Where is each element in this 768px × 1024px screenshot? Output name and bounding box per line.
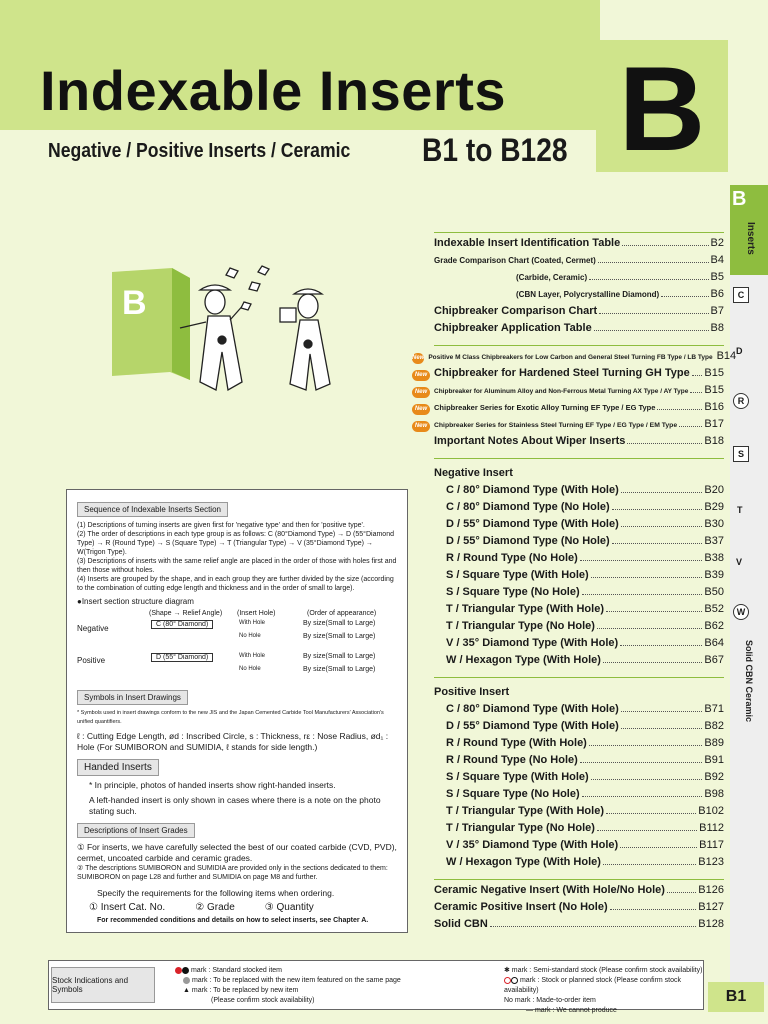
side-tab-rail bbox=[730, 185, 768, 985]
illustration-letter: B bbox=[122, 284, 147, 322]
toc-entry[interactable]: Important Notes About Wiper Inserts B18 bbox=[434, 435, 724, 447]
toc-divider bbox=[434, 458, 724, 459]
structure-diagram: (Shape → Relief Angle) (Insert Hole) (Order of appearance) Negative Positive C (80° Diamond) D (55° Diamond) With Hole No Hole With Hole No Hole By size(Small to Large) By size(Small to Large) By size(Small to Large) By size(Small to Large) bbox=[77, 610, 377, 673]
toc-entry[interactable]: C / 80° Diamond Type (No Hole) B29 bbox=[446, 501, 724, 513]
workers-illustration bbox=[112, 262, 352, 402]
positive-insert-list bbox=[434, 703, 724, 873]
hexagon-shape-icon: W bbox=[733, 604, 749, 620]
tab-label: Inserts bbox=[745, 222, 756, 255]
footnote: For recommended conditions and details on how to select inserts, see Chapter A. bbox=[97, 917, 369, 924]
legend-left: mark : Standard stocked item mark : To be replaced with the new item featured on the same page ▲ mark : To be replaced by new item (Please confirm stock availability) bbox=[175, 966, 401, 1006]
symbols-title: Symbols in Insert Drawings bbox=[77, 690, 188, 705]
new-badge: New bbox=[412, 370, 430, 381]
toc-entry[interactable]: S / Square Type (With Hole) B92 bbox=[446, 771, 724, 783]
toc-entry[interactable]: Grade Comparison Chart (Coated, Cermet) B4 bbox=[434, 254, 724, 266]
tab-shape-r[interactable] bbox=[733, 393, 749, 409]
tab-solid-cbn-ceramic[interactable]: Solid CBN Ceramic bbox=[744, 640, 754, 723]
shape-v-label: V bbox=[736, 557, 743, 567]
tab-shape-d[interactable] bbox=[736, 346, 743, 356]
order-text: Specify the requirements for the following items when ordering. bbox=[97, 888, 335, 898]
info-box bbox=[66, 489, 408, 933]
section-letter: B bbox=[596, 40, 728, 172]
diagram-title: ●Insert section structure diagram bbox=[77, 597, 194, 606]
toc-entry[interactable]: Indexable Insert Identification Table B2 bbox=[434, 237, 724, 249]
toc-entry[interactable]: R / Round Type (No Hole) B38 bbox=[446, 552, 724, 564]
toc-entry[interactable]: T / Triangular Type (No Hole) B112 bbox=[446, 822, 724, 834]
toc-entry[interactable]: T / Triangular Type (With Hole) B52 bbox=[446, 603, 724, 615]
toc-entry[interactable]: W / Hexagon Type (With Hole) B123 bbox=[446, 856, 724, 868]
order-items bbox=[89, 902, 397, 913]
toc-entry[interactable]: D / 55° Diamond Type (With Hole) B30 bbox=[446, 518, 724, 530]
legend-title: Stock Indications and Symbols bbox=[51, 967, 155, 1003]
legend-right: ✱ mark : Semi-standard stock (Please confirm stock availability) mark : Stock or planned stock (Please confirm stock availability) No mark : Made-to-order item — mark : We cannot produce bbox=[504, 967, 703, 1014]
toc-entry[interactable]: R / Round Type (No Hole) B91 bbox=[446, 754, 724, 766]
tab-shape-s[interactable] bbox=[733, 446, 749, 462]
grades-note: ② The descriptions SUMIBORON and SUMIDIA are provided only in the sections dedicated to them: SUMIBORON on page L28 and further and SUMIDIA on page M8 and further. bbox=[77, 865, 388, 881]
sequence-note: (1) Descriptions of turning inserts are given first for 'negative type' and then for 'positive type'. bbox=[77, 522, 365, 529]
positive-insert-heading: Positive Insert bbox=[434, 686, 510, 698]
symbols-text: ℓ : Cutting Edge Length, ød : Inscribed Circle, s : Thickness, rε : Nose Radius, ød₁ : Hole (For SUMIBORON and SUMIDIA, ℓ stands for side length.) bbox=[77, 731, 389, 752]
toc-entry[interactable]: Chipbreaker Application Table B8 bbox=[434, 322, 724, 334]
toc-entry[interactable]: W / Hexagon Type (With Hole) B67 bbox=[446, 654, 724, 666]
new-badge: New bbox=[412, 353, 424, 364]
round-shape-icon: R bbox=[733, 393, 749, 409]
sequence-note: (4) Inserts are grouped by the shape, and in each group they are further divided by the size (according to the combination of cutting edge length and thickness and in the order of small to large). bbox=[77, 576, 394, 592]
toc-entry[interactable]: S / Square Type (No Hole) B98 bbox=[446, 788, 724, 800]
tab-shape-t[interactable] bbox=[737, 505, 743, 515]
order-item: ③ Quantity bbox=[264, 902, 314, 913]
grades-title: Descriptions of Insert Grades bbox=[77, 823, 195, 838]
shape-t-label: T bbox=[737, 505, 743, 515]
handed-note: * In principle, photos of handed inserts show right-handed inserts. bbox=[89, 780, 336, 790]
toc-entry[interactable]: V / 35° Diamond Type (With Hole) B117 bbox=[446, 839, 724, 851]
toc-divider bbox=[434, 879, 724, 880]
triangle-icon: ▲ bbox=[183, 987, 190, 994]
handed-note: A left-handed insert is only shown in cases where there is a note on the photo stating such. bbox=[89, 795, 381, 816]
toc-entry[interactable]: Chipbreaker Comparison Chart B7 bbox=[434, 305, 724, 317]
toc-entry[interactable]: Ceramic Positive Insert (No Hole) B127 bbox=[434, 901, 724, 913]
tab-shape-c[interactable] bbox=[733, 287, 749, 303]
toc-entry[interactable]: New Chipbreaker for Aluminum Alloy and Non-Ferrous Metal Turning AX Type / AY Type B15 bbox=[434, 384, 724, 401]
symbols-note: * Symbols used in insert drawings conform to the new JIS and the Japan Cemented Carbide Tool Manufacturers' Association's unified quantifiers. bbox=[77, 710, 384, 725]
new-badge: New bbox=[412, 387, 430, 398]
tab-letter: B bbox=[732, 188, 747, 210]
new-badge: New bbox=[412, 404, 430, 415]
black-circle-icon bbox=[511, 977, 518, 984]
new-badge: New bbox=[412, 421, 430, 432]
toc-divider bbox=[434, 677, 724, 678]
gray-dot-icon bbox=[183, 977, 190, 984]
toc-entry[interactable]: New Chipbreaker for Hardened Steel Turning GH Type B15 bbox=[434, 367, 724, 384]
order-item: ② Grade bbox=[195, 902, 235, 913]
sequence-note: (2) The order of descriptions in each type group is as follows: C (80°Diamond Type) → D (55°Diamond Type) → R (Round Type) → S (Square Type) → T (Triangular Type) → V (35°Diamond Type) → W(Trigon Type). bbox=[77, 531, 394, 556]
toc-entry[interactable]: T / Triangular Type (No Hole) B62 bbox=[446, 620, 724, 632]
diamond-shape-icon: C bbox=[733, 287, 749, 303]
shape-d-label: D bbox=[736, 346, 743, 356]
toc-entry[interactable]: C / 80° Diamond Type (With Hole) B20 bbox=[446, 484, 724, 496]
page-number: B1 bbox=[708, 982, 764, 1012]
toc-entry[interactable]: S / Square Type (With Hole) B39 bbox=[446, 569, 724, 581]
order-item: ① Insert Cat. No. bbox=[89, 902, 166, 913]
table-of-contents bbox=[412, 226, 737, 935]
page-range: B1 to B128 bbox=[422, 132, 568, 168]
red-circle-icon bbox=[504, 977, 511, 984]
toc-entry[interactable]: Solid CBN B128 bbox=[434, 918, 724, 930]
toc-entry[interactable]: New Positive M Class Chipbreakers for Low Carbon and General Steel Turning FB Type / LB Type B14 bbox=[412, 350, 737, 362]
page-title: Indexable Inserts bbox=[40, 59, 507, 122]
toc-entry[interactable]: (CBN Layer, Polycrystalline Diamond) B6 bbox=[516, 288, 724, 300]
toc-entry[interactable]: D / 55° Diamond Type (With Hole) B82 bbox=[446, 720, 724, 732]
sequence-note: (3) Descriptions of inserts with the same relief angle are placed in the order of those with holes first and then those without holes. bbox=[77, 558, 397, 574]
square-shape-icon: S bbox=[733, 446, 749, 462]
toc-divider bbox=[434, 345, 724, 346]
tab-shape-w[interactable] bbox=[733, 604, 749, 620]
toc-entry[interactable]: New Chipbreaker Series for Exotic Alloy Turning EF Type / EG Type B16 bbox=[434, 401, 724, 418]
page-subtitle: Negative / Positive Inserts / Ceramic bbox=[48, 140, 351, 162]
grades-note: ① For inserts, we have carefully selected the best of our coated carbide (CVD, PVD), cermet, uncoated carbide and ceramic grades. bbox=[77, 842, 397, 863]
toc-entry[interactable]: R / Round Type (With Hole) B89 bbox=[446, 737, 724, 749]
negative-insert-list bbox=[434, 484, 724, 671]
toc-entry[interactable]: C / 80° Diamond Type (With Hole) B71 bbox=[446, 703, 724, 715]
sequence-title: Sequence of Indexable Inserts Section bbox=[77, 502, 228, 517]
toc-divider bbox=[434, 232, 724, 233]
black-dot-icon bbox=[182, 967, 189, 974]
toc-entry[interactable]: S / Square Type (No Hole) B50 bbox=[446, 586, 724, 598]
toc-entry[interactable]: T / Triangular Type (With Hole) B102 bbox=[446, 805, 724, 817]
red-dot-icon bbox=[175, 967, 182, 974]
handed-title: Handed Inserts bbox=[77, 759, 159, 776]
tab-shape-v[interactable] bbox=[736, 557, 742, 567]
toc-entry[interactable]: Ceramic Negative Insert (With Hole/No Hole) B126 bbox=[434, 884, 724, 896]
toc-entry[interactable]: V / 35° Diamond Type (With Hole) B64 bbox=[446, 637, 724, 649]
toc-entry[interactable]: (Carbide, Ceramic) B5 bbox=[516, 271, 724, 283]
toc-entry[interactable]: D / 55° Diamond Type (No Hole) B37 bbox=[446, 535, 724, 547]
stock-legend bbox=[48, 960, 704, 1014]
toc-entry[interactable]: New Chipbreaker Series for Stainless Steel Turning EF Type / EG Type / EM Type B17 bbox=[434, 418, 724, 435]
negative-insert-heading: Negative Insert bbox=[434, 467, 513, 479]
